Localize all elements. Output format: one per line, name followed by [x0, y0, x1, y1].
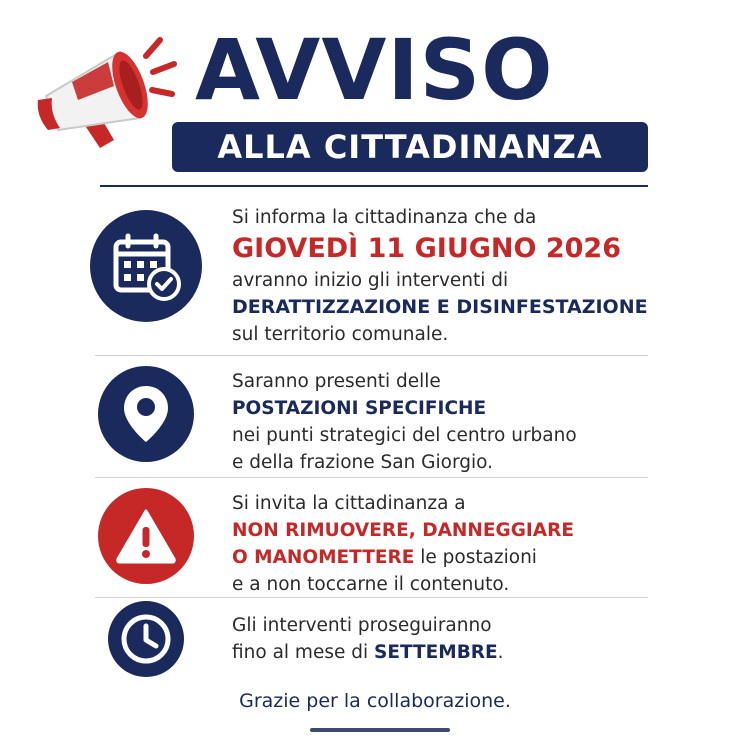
- stations-highlight: POSTAZIONI SPECIFICHE: [232, 398, 487, 419]
- footer-underline: [310, 728, 450, 732]
- section-1-line-5: sul territorio comunale.: [232, 324, 449, 345]
- calendar-icon-circle: [90, 210, 202, 322]
- section-1-line-3: avranno inizio gli interventi di: [232, 270, 509, 291]
- section-4-line-2-post: .: [497, 642, 504, 663]
- divider-1: [95, 355, 648, 356]
- end-month: SETTEMBRE: [374, 642, 498, 663]
- warning-highlight-1: NON RIMUOVERE, DANNEGGIARE: [232, 520, 574, 541]
- section-warning: [232, 490, 574, 598]
- divider-2: [95, 477, 648, 478]
- section-4-line-1: Gli interventi proseguiranno: [232, 615, 492, 636]
- section-duration: [232, 612, 504, 666]
- section-3-line-4: e a non toccarne il contenuto.: [232, 574, 510, 595]
- location-pin-icon: [118, 382, 174, 446]
- megaphone-icon: [28, 30, 178, 160]
- warning-highlight-2: O MANOMETTERE: [232, 547, 415, 568]
- clock-icon: [119, 612, 173, 666]
- divider-3: [95, 597, 648, 598]
- intervention-type: DERATTIZZAZIONE E DISINFESTAZIONE: [232, 296, 648, 318]
- section-2-line-1: Saranno presenti delle: [232, 371, 441, 392]
- section-1-line-1: Si informa la cittadinanza che da: [232, 207, 537, 228]
- subtitle-banner: [172, 122, 648, 172]
- section-3-line-3-rest: le postazioni: [414, 547, 537, 568]
- subtitle-text: ALLA CITTADINANZA: [217, 128, 603, 166]
- section-start-date: [232, 204, 648, 348]
- calendar-check-icon: [110, 230, 182, 302]
- section-stations: [232, 368, 577, 476]
- location-icon-circle: [98, 366, 194, 462]
- warning-icon: [114, 507, 178, 565]
- page-title: AVVISO: [195, 21, 554, 119]
- section-4-line-2-pre: fino al mese di: [232, 642, 375, 663]
- section-4-line-2: [232, 639, 504, 666]
- header-rule: [100, 185, 648, 187]
- section-3-line-3: [232, 544, 574, 571]
- section-3-line-1: Si invita la cittadinanza a: [232, 493, 466, 514]
- warning-icon-circle: [98, 488, 194, 584]
- start-date: GIOVEDÌ 11 GIUGNO 2026: [232, 233, 621, 264]
- clock-icon-circle: [108, 601, 184, 677]
- section-2-line-4: e della frazione San Giorgio.: [232, 452, 494, 473]
- thanks-text: Grazie per la collaborazione.: [239, 690, 511, 712]
- section-2-line-3: nei punti strategici del centro urbano: [232, 425, 577, 446]
